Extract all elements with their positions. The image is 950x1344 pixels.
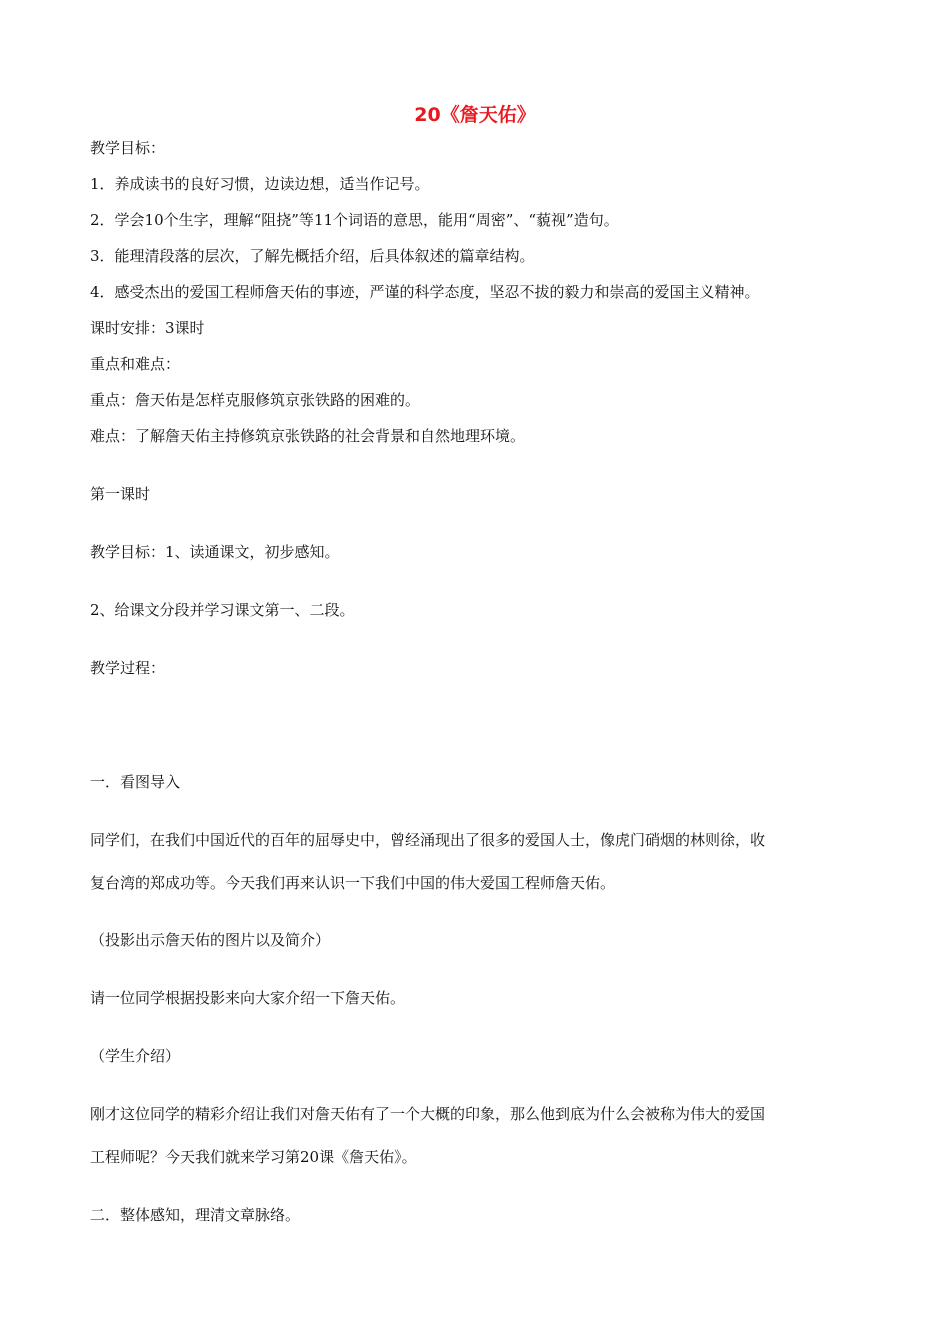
section1-note2: （学生介绍） xyxy=(90,1047,181,1065)
section1-heading: 一．看图导入 xyxy=(90,773,181,791)
objectives-heading: 教学目标： xyxy=(90,139,166,157)
document-title: 20《詹天佑》 xyxy=(414,104,536,126)
lesson1-objective-1: 教学目标：1、读通课文，初步感知。 xyxy=(90,543,340,561)
lesson1-objective-2: 2、给课文分段并学习课文第一、二段。 xyxy=(90,601,355,619)
key-heading: 重点和难点： xyxy=(90,355,181,373)
key-point: 重点：詹天佑是怎样克服修筑京张铁路的困难的。 xyxy=(90,391,421,409)
section2-heading: 二．整体感知，理清文章脉络。 xyxy=(90,1206,301,1224)
difficult-point: 难点：了解詹天佑主持修筑京张铁路的社会背景和自然地理环境。 xyxy=(90,427,526,445)
objective-item-2: 2．学会10个生字，理解“阻挠”等11个词语的意思，能用“周密”、“藐视”造句。 xyxy=(90,211,619,229)
objective-item-4: 4．感受杰出的爱国工程师詹天佑的事迹，严谨的科学态度，坚忍不拔的毅力和崇高的爱国主义精神。 xyxy=(90,283,760,301)
objective-item-1: 1．养成读书的良好习惯，边读边想，适当作记号。 xyxy=(90,175,430,193)
section1-para3-line1: 刚才这位同学的精彩介绍让我们对詹天佑有了一个大概的印象，那么他到底为什么会被称为伟大的爱国 xyxy=(90,1105,766,1123)
section1-para1-line2: 复台湾的郑成功等。今天我们再来认识一下我们中国的伟大爱国工程师詹天佑。 xyxy=(90,874,616,892)
lesson1-heading: 第一课时 xyxy=(90,485,151,503)
schedule: 课时安排：3课时 xyxy=(90,319,205,337)
section1-para1-line1: 同学们，在我们中国近代的百年的屈辱史中，曾经涌现出了很多的爱国人士，像虎门硝烟的林则徐，收 xyxy=(90,831,766,849)
section1-note1: （投影出示詹天佑的图片以及简介） xyxy=(90,931,331,949)
section1-para2: 请一位同学根据投影来向大家介绍一下詹天佑。 xyxy=(90,989,406,1007)
section1-para3-line2: 工程师呢？今天我们就来学习第20课《詹天佑》。 xyxy=(90,1148,417,1166)
process-heading: 教学过程： xyxy=(90,659,166,677)
objective-item-3: 3．能理清段落的层次，了解先概括介绍，后具体叙述的篇章结构。 xyxy=(90,247,535,265)
